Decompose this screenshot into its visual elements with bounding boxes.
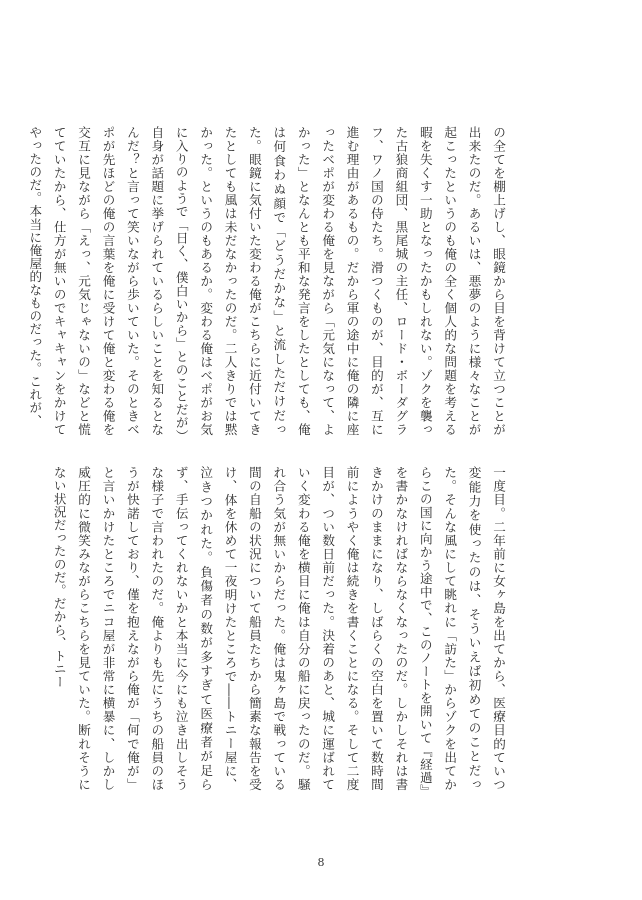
upper-text-block: の全てを棚上げし、眼鏡から目を背けて立つことが出来たのだ。あるいは、悪夢のように様々なことが起こったというのも俺の全く個人的な問題を考える暇を失くす一助となったかもしれない。ゾクを襲った古狼商組団、黒尾城の主任、ロード・ボーダグラフ、ワノ国の侍たち。滑つくものが、目的が、互に進む理由があるもの。だから軍の途中に俺の隣に座ったベポが変わる俺を見ながら「元気になって、よかった」となんとも平和な発言をしたとしても、俺は何食わぬ顔で「どうだかな」と流しただけだった。眼鏡に気付いた変わる俺がこちらに近付いてきたとしても風は未だなかったのだ。二人きりでは黙かった。というのもあるか。変わる俺はベポがお気に入りのようで「日く、僕白いから」とのことだが）自身が話題に挙げられているらしいことを知るとなんだ？と言って笑いながら歩いていた。そのときベポが先ほどの俺の言葉を俺に受けて俺と変わる俺を交互に見ながら「えっ、元気じゃないの」などと慌てていたから、仕方が無いのでキャキャンをかけてやったのだ。本当に俺屋的なものだった。これが、: [27, 126, 506, 436]
lower-text-block: 一度目。二年前に女ヶ島を出てから、医療目的ていつ変能力を使ったのは、そういえば初めてのことだった。そんな風にして眺れに「訪た」からゾクを出てからこの国に向かう途中で、このノートを開いて『経過』を書かなければならなくなったのだ。しかしそれは書きかけのままになり、しばらくの空白を置いて数時間前にようやく俺は続きを書くことになる。そして二度目が、つい数日前だった。決着のあと、城に運ばれていく変わる俺を横目に俺は自分の船に戻ったのだ。騒れ合う気が無いからだった。俺は鬼ヶ島で戦っている間の自船の状況について船員たちから簡素な報告を受け、体を休めて一夜明けたところで――トニー屋に、泣きつかれた。負傷者の数が多すぎて医療者が足らず、手伝ってくれないかと本当に今にも泣き出しそうな様子で言われたのだ。俺よりも先にうちの船員のほうが快諾しており、僅を抱えながら俺が「何で俺が」と言いかけたところでニコ屋が非常に横暴に、しかし威圧的に微笑みながらこちらを見ていた。断れそうにない状況だったのだ。だから、トニー: [51, 466, 506, 791]
page-number: 8: [317, 856, 325, 869]
